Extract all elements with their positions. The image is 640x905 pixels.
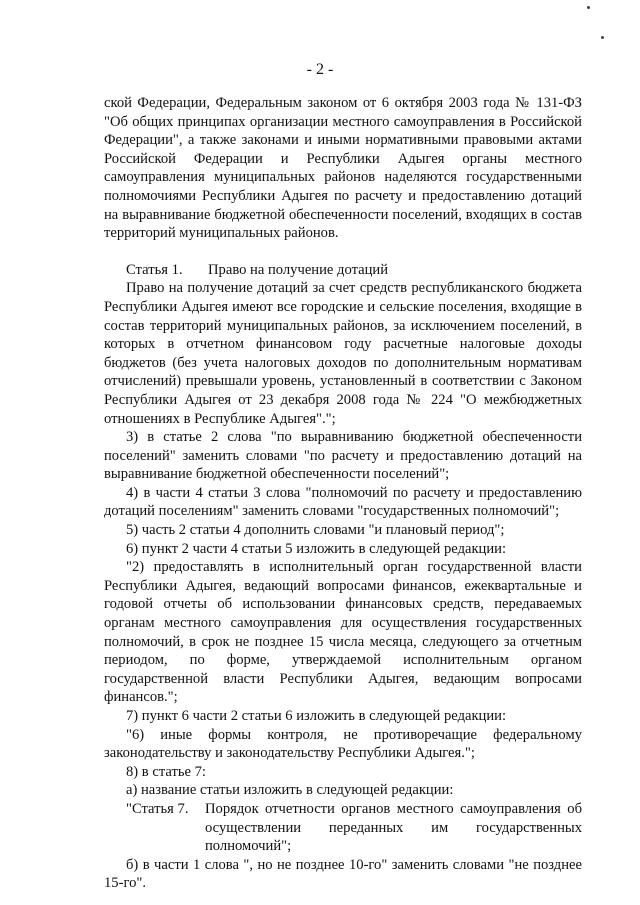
- article-7-number: "Статья 7.: [126, 800, 189, 817]
- article-1-heading: [104, 261, 582, 280]
- amendment-item: "2) предоставлять в исполнительный орган государственной власти Республики Адыгея, ведающий вопросами финансов, ежеквартальные и годовой отчеты об использовании финансовых средств, передаваемых органам местного самоуправления для осуществления государственных полномочий, в срок не позднее 15 числа месяца, следующего за отчетным периодом, по форме, утверждаемой исполнительным органом государственной власти Республики Адыгея, ведающим вопросами финансов.";: [104, 559, 582, 706]
- scan-speck: [587, 6, 590, 9]
- article-1-number: Статья 1.: [126, 261, 183, 278]
- page-number: - 2 -: [306, 61, 334, 78]
- article-1-title: Право на получение дотаций: [208, 261, 389, 278]
- article-1-text: Право на получение дотаций за счет средств республиканского бюджета Республики Адыгея имеют все городские и сельские поселения, входящие в состав территорий муниципальных районов, за исключением поселений, в которых в отчетном финансовом году расчетные налоговые доходы бюджетов (без учета налоговых доходов по дополнительным нормативам отчислений) превышали уровень, установленный в соответствии с Законом Республики Адыгея от 23 декабря 2008 года № 224 "О межбюджетных отношениях в Республике Адыгея".";: [104, 280, 582, 427]
- amendment-item: 8) в статье 7:: [126, 763, 206, 780]
- amendment-item: а) название статьи изложить в следующей редакции:: [126, 782, 454, 799]
- intro-paragraph: ской Федерации, Федеральным законом от 6 октября 2003 года № 131-ФЗ "Об общих принципах организации местного самоуправления в Российской Федерации", а также законами и иными нормативными правовыми актами Российской Федерации и Республики Адыгея органы местного самоуправления муниципальных районов наделяются государственными полномочиями Республики Адыгея по расчету и предоставлению дотаций на выравнивание бюджетной обеспеченности поселений, входящих в состав территорий муниципальных районов.: [104, 95, 582, 242]
- final-amendment: б) в части 1 слова ", но не позднее 10-го" заменить словами "не позднее 15-го".: [104, 856, 582, 892]
- amendment-item: "6) иные формы контроля, не противоречащие федеральному законодательству и законодательству Республики Адыгея.";: [104, 726, 582, 762]
- scan-speck: [601, 36, 604, 39]
- amendment-item: 7) пункт 6 части 2 статьи 6 изложить в следующей редакции:: [126, 708, 507, 724]
- amendment-item: 3) в статье 2 слова "по выравниванию бюджетной обеспеченности поселений" заменить словами "по расчету и предоставлению дотаций на выравнивание бюджетной обеспеченности поселений";: [104, 429, 582, 483]
- article-7-title: Порядок отчетности органов местного самоуправления об осуществлении переданных им государственных полномочий";: [205, 800, 582, 855]
- document-body: [104, 94, 582, 893]
- amendment-item: 4) в части 4 статьи 3 слова "полномочий по расчету и предоставлению дотаций поселениям" заменить словами "государственных полномочий";: [104, 484, 582, 520]
- article-7-heading: [104, 800, 582, 856]
- paragraph-spacer: [104, 243, 582, 261]
- amendment-item: 5) часть 2 статьи 4 дополнить словами "и плановый период";: [126, 522, 505, 539]
- amendment-item: 6) пункт 2 части 4 статьи 5 изложить в следующей редакции:: [126, 540, 507, 557]
